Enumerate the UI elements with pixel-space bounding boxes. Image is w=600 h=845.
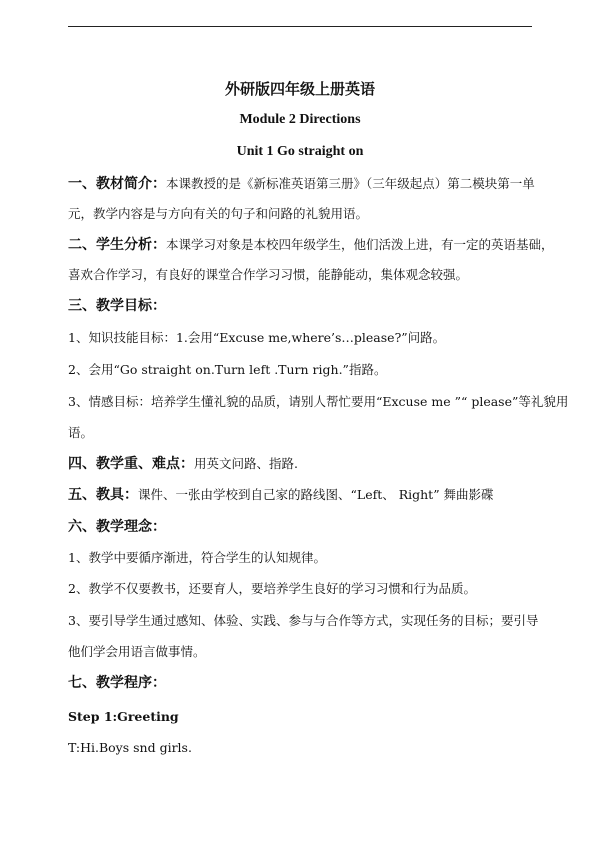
list-item-continuation: 语。 xyxy=(68,425,94,440)
section-textbook-intro xyxy=(68,175,538,193)
document-title: 外研版四年级上册英语 xyxy=(224,80,375,98)
section-heading: 三、教学目标： xyxy=(68,298,166,314)
list-item: 2、会用“Go straight on.Turn left .Turn righ.”指路。 xyxy=(68,362,387,377)
section-heading: 六、教学理念： xyxy=(68,519,166,535)
section-heading: 五、教具： xyxy=(68,487,138,503)
header-rule xyxy=(68,26,532,27)
list-item: 1、知识技能目标：1.会用“Excuse me,where’s…please?”问路。 xyxy=(68,330,446,345)
paragraph-text: 课件、一张由学校到自己家的路线图、“Left、 Right” 舞曲影碟 xyxy=(138,487,494,502)
list-item: 3、情感目标：培养学生懂礼貌的品质，请别人帮忙要用“Excuse me ”“ please”等礼貌用 xyxy=(68,394,569,409)
list-item: 2、教学不仅要教书，还要育人，要培养学生良好的学习习惯和行为品质。 xyxy=(68,581,476,596)
paragraph-text: 元，教学内容是与方向有关的句子和问路的礼貌用语。 xyxy=(68,206,369,221)
step-heading: Step 1:Greeting xyxy=(68,709,179,724)
section-teaching-aids xyxy=(68,486,538,504)
list-item: 3、要引导学生通过感知、体验、实践、参与与合作等方式，实现任务的目标；要引导 xyxy=(68,613,539,628)
module-title: Module 2 Directions xyxy=(239,112,361,127)
list-item: 1、教学中要循序渐进，符合学生的认知规律。 xyxy=(68,550,326,565)
dialogue-line: T:Hi.Boys snd girls. xyxy=(68,740,192,755)
section-heading: 七、教学程序： xyxy=(68,675,166,691)
paragraph-text: 用英文问路、指路. xyxy=(194,456,298,471)
section-heading: 一、教材简介： xyxy=(68,176,166,192)
section-key-points xyxy=(68,455,538,473)
list-item-continuation: 他们学会用语言做事情。 xyxy=(68,644,206,659)
section-student-analysis xyxy=(68,236,554,254)
paragraph-text: 本课教授的是《新标准英语第三册》（三年级起点）第二模块第一单 xyxy=(166,176,535,191)
paragraph-text: 喜欢合作学习，有良好的课堂合作学习习惯，能静能动，集体观念较强。 xyxy=(68,267,469,282)
section-heading: 四、教学重、难点： xyxy=(68,456,194,472)
section-heading: 二、学生分析： xyxy=(68,237,166,253)
paragraph-text: 本课学习对象是本校四年级学生，他们活泼上进，有一定的英语基础， xyxy=(166,237,554,252)
unit-title: Unit 1 Go straight on xyxy=(236,144,364,159)
